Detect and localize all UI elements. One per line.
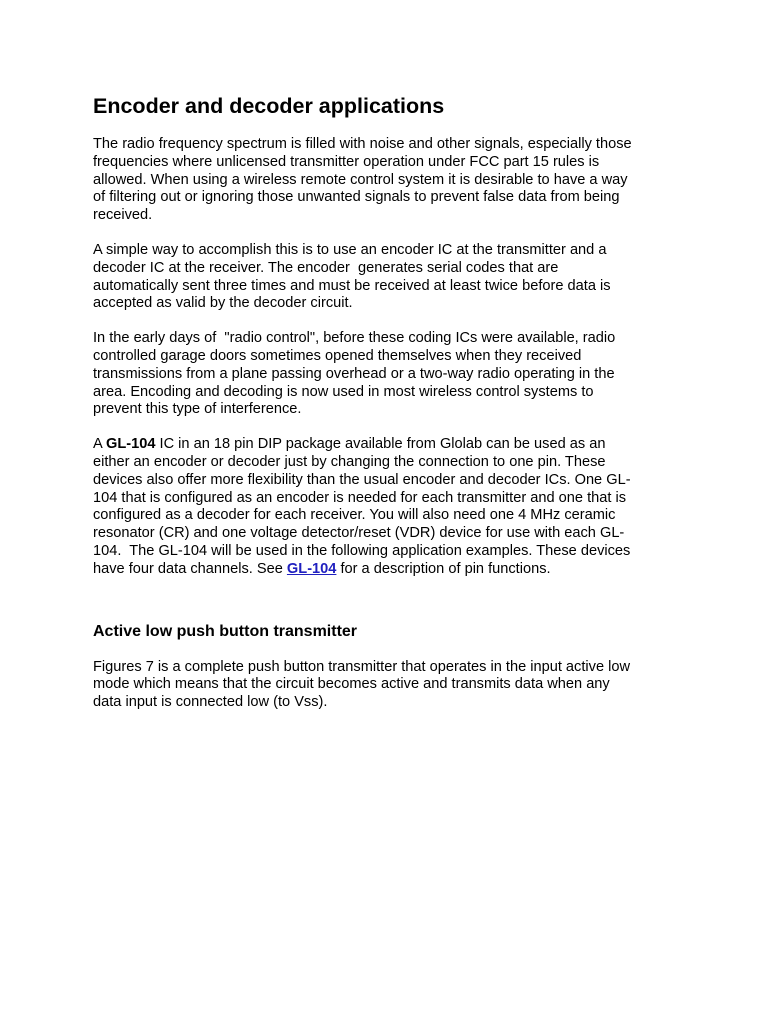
text-line: of filtering out or ignoring those unwanted signals to prevent false data from being <box>93 189 620 206</box>
text-line: frequencies where unlicensed transmitter operation under FCC part 15 rules is <box>93 153 600 170</box>
page-title: Encoder and decoder applications <box>93 94 445 118</box>
text-line: decoder IC at the receiver. The encoder generates serial codes that are <box>93 259 559 276</box>
text-line: automatically sent three times and must be received at least twice before data is <box>93 277 611 294</box>
paragraph-rf-spectrum <box>93 136 673 225</box>
text-fragment: IC in an 18 pin DIP package available from Glolab can be used as an <box>155 436 606 453</box>
text-line: mode which means that the circuit becomes active and transmits data when any <box>93 676 610 693</box>
gl104-bold-label: GL-104 <box>105 436 156 453</box>
text-line: configured as a decoder for each receiver. You will also need one 4 MHz ceramic <box>93 507 616 524</box>
paragraph-radio-control <box>93 330 673 419</box>
text-fragment: for a description of pin functions. <box>336 560 551 577</box>
text-line: area. Encoding and decoding is now used in most wireless control systems to <box>93 383 594 400</box>
document-page <box>93 92 673 729</box>
text-fragment: A <box>93 436 106 453</box>
text-line: resonator (CR) and one voltage detector/reset (VDR) device for use with each GL- <box>93 525 625 542</box>
text-line: received. <box>93 207 153 224</box>
text-line <box>93 436 673 454</box>
text-line: allowed. When using a wireless remote control system it is desirable to have a way <box>93 171 628 188</box>
paragraph-push-button <box>93 659 673 712</box>
text-line: Figures 7 is a complete push button transmitter that operates in the input active low <box>93 658 631 675</box>
text-line: accepted as valid by the decoder circuit. <box>93 295 353 312</box>
text-line: either an encoder or decoder just by changing the connection to one pin. These <box>93 453 606 470</box>
text-line: 104. The GL-104 will be used in the following application examples. These devices <box>93 542 631 559</box>
text-line: devices also offer more flexibility than the usual encoder and decoder ICs. One GL- <box>93 471 631 488</box>
text-line: 104 that is configured as an encoder is needed for each transmitter and one that is <box>93 489 627 506</box>
text-line: controlled garage doors sometimes opened themselves when they received <box>93 347 582 364</box>
text-line: The radio frequency spectrum is filled with noise and other signals, especially those <box>93 136 632 152</box>
text-line <box>93 561 673 579</box>
text-fragment: have four data channels. See <box>93 560 287 577</box>
text-line: data input is connected low (to Vss). <box>93 694 328 711</box>
section-heading: Active low push button transmitter <box>93 622 358 640</box>
text-line: prevent this type of interference. <box>93 401 302 418</box>
paragraph-gl104 <box>93 436 673 578</box>
paragraph-encoder-decoder <box>93 242 673 313</box>
gl104-link[interactable]: GL-104 <box>286 560 337 577</box>
text-line: A simple way to accomplish this is to use an encoder IC at the transmitter and a <box>93 241 607 258</box>
text-line: transmissions from a plane passing overhead or a two-way radio operating in the <box>93 365 615 382</box>
text-line: In the early days of "radio control", before these coding ICs were available, radio <box>93 330 616 347</box>
